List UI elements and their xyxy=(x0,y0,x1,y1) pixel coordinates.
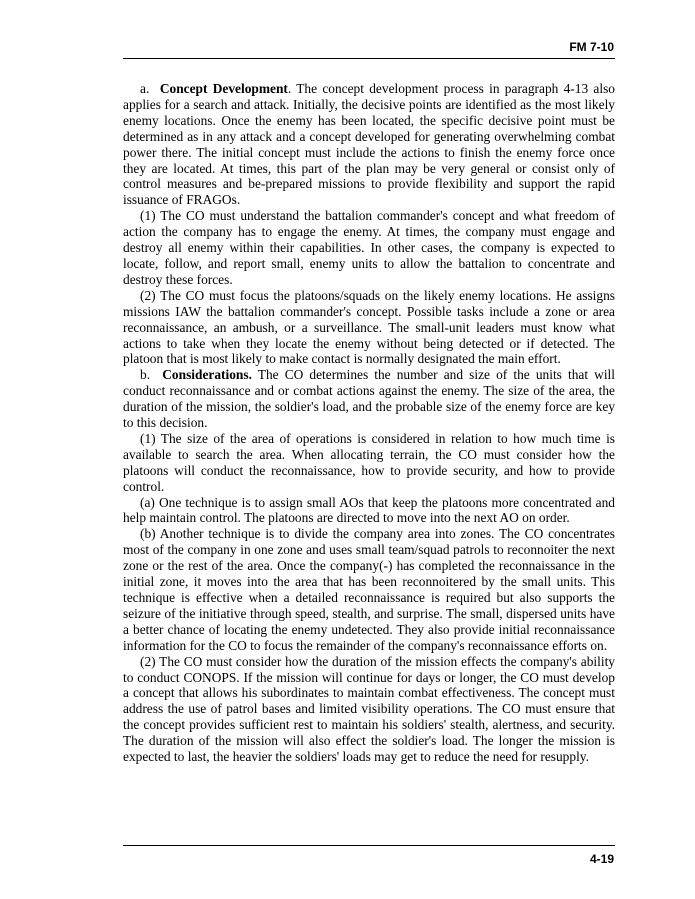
footer-rule xyxy=(123,845,615,846)
paragraph: (1) The size of the area of operations is considered in relation to how much time is available to search the area. When allocating terrain, the CO must consider how the platoons will conduct the reconnaissance, how to provide security, and how to provide control. xyxy=(123,430,615,494)
page-number: 4-19 xyxy=(589,852,614,866)
header-rule xyxy=(123,58,615,59)
paragraph: (a) One technique is to assign small AOs that keep the platoons more concentrated and help maintain control. The platoons are directed to move into the next AO on order. xyxy=(123,494,615,526)
paragraph: (1) The CO must understand the battalion commander's concept and what freedom of action the company has to engage the enemy. At times, the company must engage and destroy all enemy within their capabilities. In other cases, the company is expected to locate, follow, and report small, enemy units to allow the battalion to concentrate and destroy these forces. xyxy=(123,208,615,287)
paragraph-heading: Concept Development xyxy=(159,81,288,96)
paragraph-text: The CO determines the number and size of the units that will conduct reconnaissance and or combat actions against the enemy. The size of the area, the duration of the mission, the soldier's load, and the probable size of the enemy force are key to this decision. xyxy=(123,367,615,431)
body-text xyxy=(123,81,615,765)
paragraph: (b) Another technique is to divide the company area into zones. The CO concentrates most of the company in one zone and uses small team/squad patrols to reconnoiter the next zone or the rest of the area. Once the company(-) has completed the reconnaissance in the initial zone, it moves into the area that has been reconnoitered by the small units. This technique is effective when a detailed reconnaissance is required but also supports the seizure of the initiative through speed, stealth, and surprise. The small, dispersed units have a better chance of locating the enemy undetected. They also provide initial reconnaissance information for the CO to focus the remainder of the company's reconnaissance efforts on. xyxy=(123,526,615,653)
paragraph-text: . The concept development process in paragraph 4-13 also applies for a search and attack. Initially, the decisive points are identified as the most likely enemy locations. Once the enemy has been located, the specific decisive point must be determined as in any attack and a concept developed for generating overwhelming combat power there. The initial concept must include the actions to finish the enemy force once they are located. At times, this part of the plan may be very general or consist only of control measures and be-prepared missions to provide flexibility and support the rapid issuance of FRAGOs. xyxy=(123,81,615,208)
paragraph: (2) The CO must focus the platoons/squads on the likely enemy locations. He assigns missions IAW the battalion commander's concept. Possible tasks include a zone or area reconnaissance, an ambush, or a surveillance. The small-unit leaders must know what actions to take when they locate the enemy without being detected or if detected. The platoon that is most likely to make contact is normally designated the main effort. xyxy=(123,287,615,367)
paragraph-heading: Considerations. xyxy=(162,367,252,383)
manual-id: FM 7-10 xyxy=(569,40,614,54)
paragraph-concept-development xyxy=(123,81,615,208)
paragraph: (2) The CO must consider how the duration of the mission effects the company's ability to conduct CONOPS. If the mission will continue for days or longer, the CO must develop a concept that allows his subordinates to maintain combat effectiveness. The concept must address the use of patrol bases and limited visibility operations. The CO must ensure that the concept provides sufficient rest to maintain his soldiers' stealth, alertness, and security. The duration of the mission will also effect the soldier's load. The longer the mission is expected to last, the heavier the soldiers' loads may get to reduce the need for resupply. xyxy=(123,653,615,765)
paragraph-marker: b. xyxy=(140,367,151,383)
paragraph-marker: a. xyxy=(140,81,150,96)
paragraph-considerations xyxy=(123,367,615,431)
